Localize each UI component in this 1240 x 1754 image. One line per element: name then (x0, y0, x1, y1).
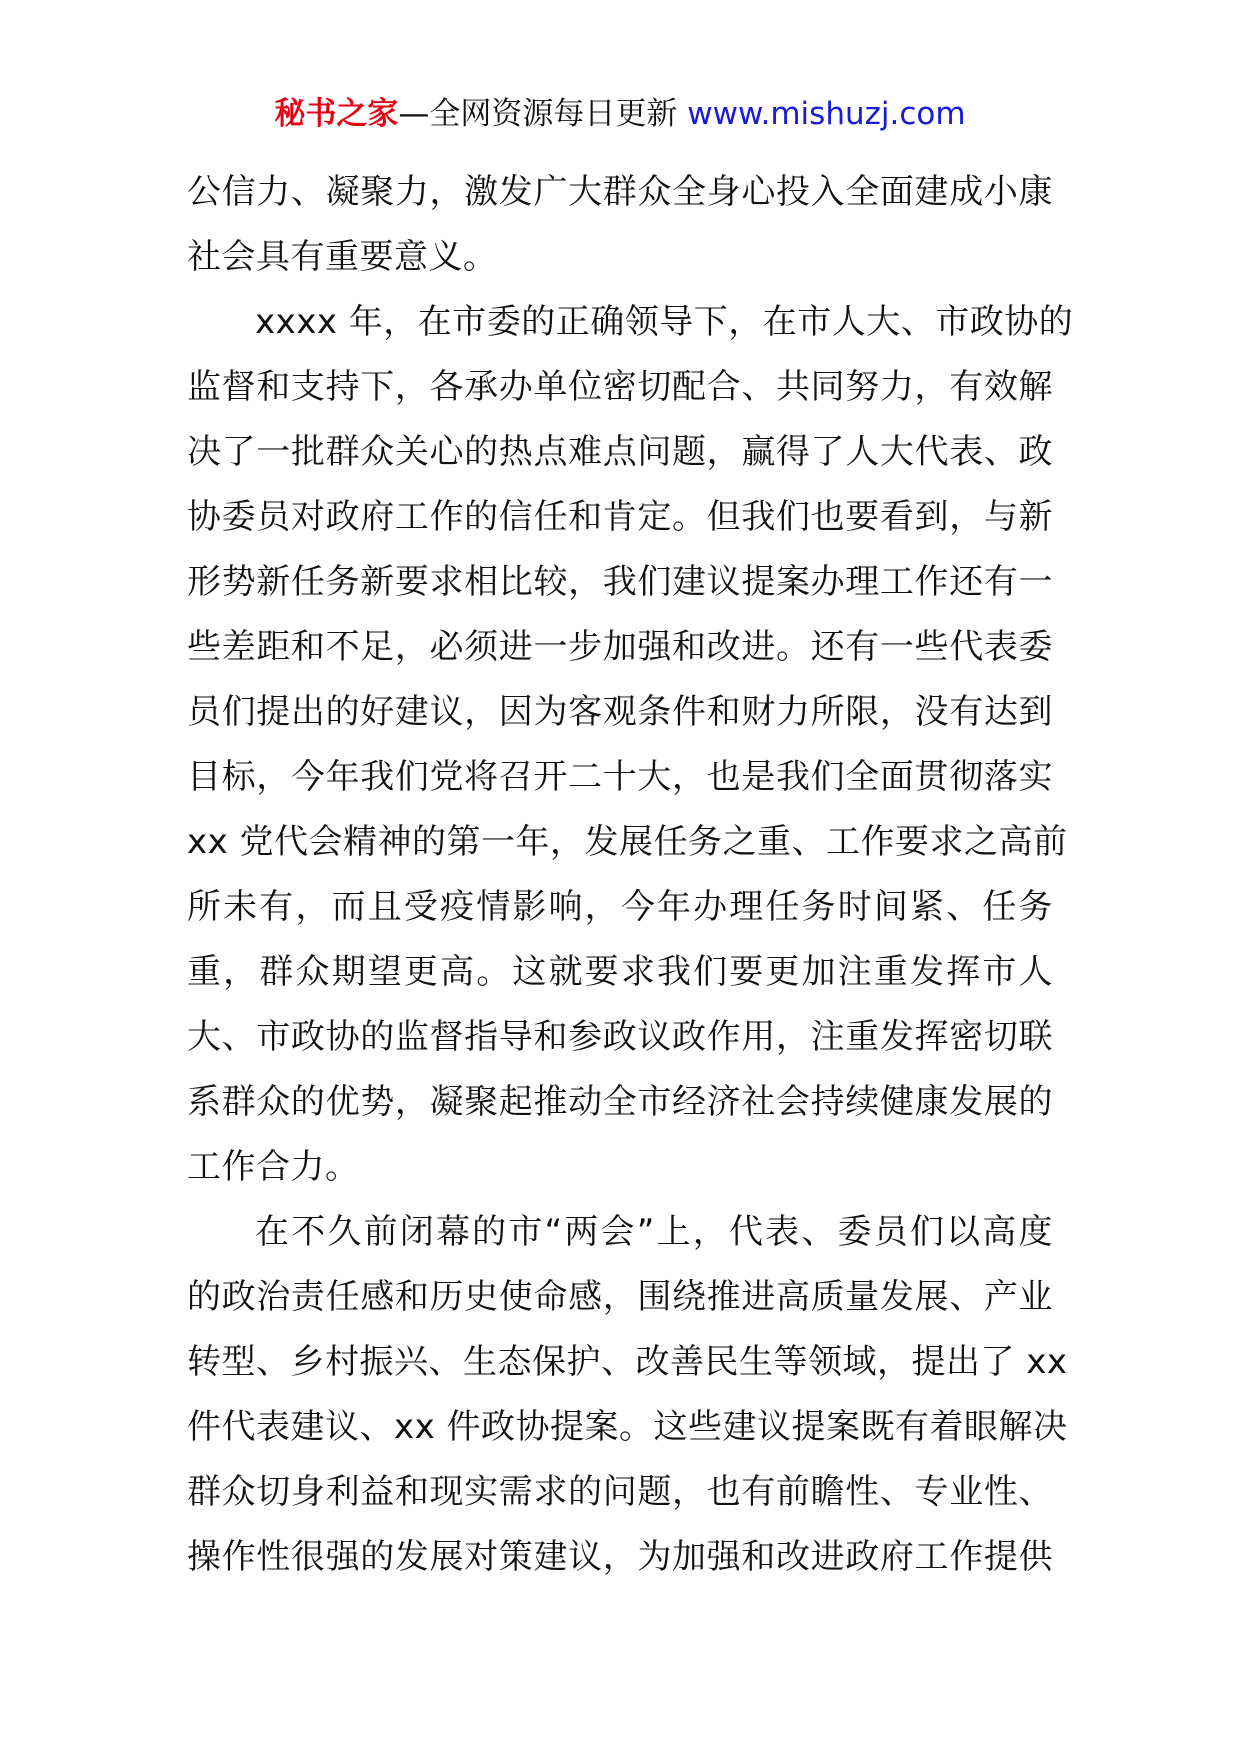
text-line: 决了一批群众关心的热点难点问题，赢得了人大代表、政 (187, 432, 1053, 472)
text-line: 形势新任务新要求相比较，我们建议提案办理工作还有一 (187, 562, 1053, 602)
text-line: 件代表建议、xx 件政协提案。这些建议提案既有着眼解决 (187, 1407, 1068, 1447)
text-line: 协委员对政府工作的信任和肯定。但我们也要看到，与新 (187, 497, 1053, 537)
brand-name: 秘书之家 (274, 96, 399, 132)
text-line: 的政治责任感和历史使命感，围绕推进高质量发展、产业 (187, 1277, 1053, 1317)
text-line: 系群众的优势，凝聚起推动全市经济社会持续健康发展的 (187, 1082, 1053, 1122)
text-line: 公信力、凝聚力，激发广大群众全身心投入全面建成小康 (187, 172, 1053, 212)
text-line: 操作性很强的发展对策建议，为加强和改进政府工作提供 (187, 1537, 1053, 1577)
site-header (0, 94, 1240, 134)
text-line: 重，群众期望更高。这就要求我们要更加注重发挥市人 (187, 952, 1053, 992)
header-slogan: —全网资源每日更新 (398, 96, 678, 132)
text-line: 群众切身利益和现实需求的问题，也有前瞻性、专业性、 (187, 1472, 1053, 1512)
text-line: 大、市政协的监督指导和参政议政作用，注重发挥密切联 (187, 1017, 1053, 1057)
text-line: 在不久前闭幕的市“两会”上，代表、委员们以高度 (255, 1212, 1053, 1252)
document-body (187, 160, 1074, 1590)
text-line: xxxx 年，在市委的正确领导下，在市人大、市政协的 (255, 302, 1074, 342)
text-line: 社会具有重要意义。 (187, 237, 498, 277)
text-line: 工作合力。 (187, 1147, 360, 1187)
text-line: 员们提出的好建议，因为客观条件和财力所限，没有达到 (187, 692, 1053, 732)
text-line: 些差距和不足，必须进一步加强和改进。还有一些代表委 (187, 627, 1053, 667)
text-line: xx 党代会精神的第一年，发展任务之重、工作要求之高前 (187, 822, 1068, 862)
site-url-link[interactable]: www.mishuzj.com (687, 96, 966, 132)
text-line: 目标，今年我们党将召开二十大，也是我们全面贯彻落实 (187, 757, 1053, 797)
text-line: 转型、乡村振兴、生态保护、改善民生等领域，提出了 xx (187, 1342, 1068, 1382)
text-line: 所未有，而且受疫情影响，今年办理任务时间紧、任务 (187, 887, 1053, 927)
text-line: 监督和支持下，各承办单位密切配合、共同努力，有效解 (187, 367, 1053, 407)
